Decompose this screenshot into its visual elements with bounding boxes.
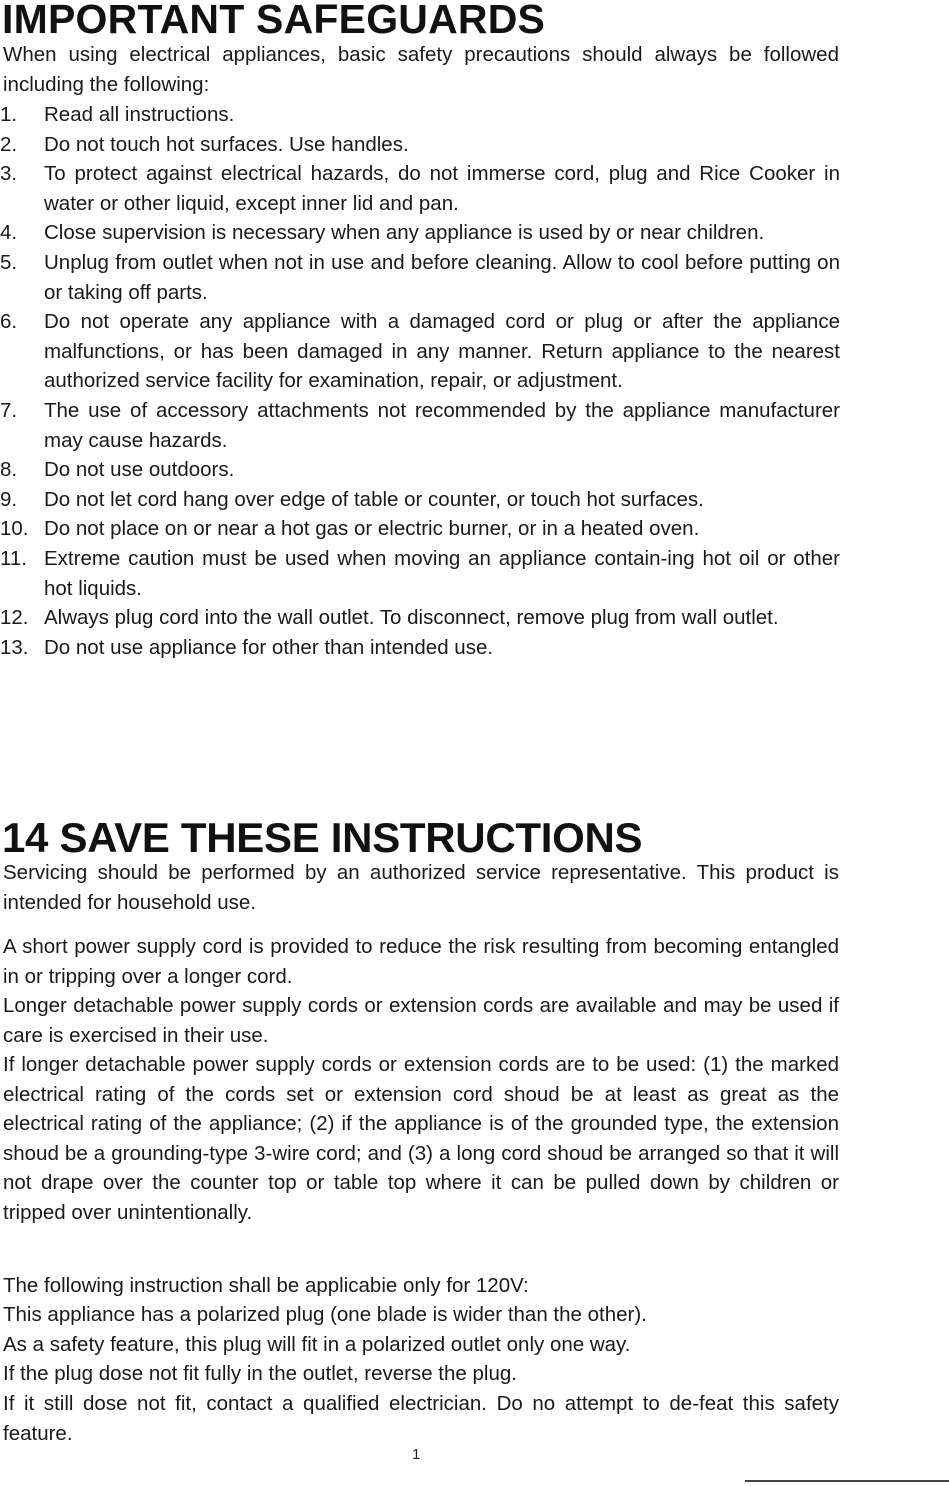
page-title: IMPORTANT SAFEGUARDS [2, 0, 546, 42]
safeguard-number: 3. [0, 162, 18, 186]
safeguard-number: 6. [0, 310, 18, 334]
safeguard-text: Do not let cord hang over edge of table or counter, or touch hot surfaces. [44, 487, 704, 511]
safeguard-text: Do not touch hot surfaces. Use handles. [44, 132, 409, 156]
safeguard-item [0, 130, 840, 160]
safeguard-item [0, 633, 840, 663]
safeguard-number: 13. [0, 635, 29, 659]
polarized-plug-line: If the plug dose not fit fully in the outlet, reverse the plug. [3, 1362, 517, 1385]
safeguard-number: 4. [0, 221, 18, 245]
safeguard-number: 11. [0, 546, 27, 570]
safeguard-item [0, 396, 840, 455]
safeguard-item [0, 248, 840, 307]
safeguard-item [0, 218, 840, 248]
polarized-plug-line: The following instruction shall be applicabie only for 120V: [3, 1274, 529, 1297]
page-number: 1 [412, 1446, 421, 1463]
safeguard-text: Do not place on or near a hot gas or electric burner, or in a heated oven. [44, 517, 700, 541]
safeguard-number: 10. [0, 517, 29, 541]
safeguard-text: Always plug cord into the wall outlet. To disconnect, remove plug from wall outlet. [44, 606, 779, 630]
safeguard-number: 7. [0, 398, 18, 422]
safeguard-item [0, 100, 840, 130]
safeguard-item [0, 544, 840, 603]
save-instructions-heading: 14 SAVE THESE INSTRUCTIONS [2, 814, 643, 861]
intro-paragraph: When using electrical appliances, basic safety precautions should always be followed including the following: [3, 43, 839, 96]
short-cord-paragraph: A short power supply cord is provided to reduce the risk resulting from becoming entangled in or tripping over a longer cord. [3, 935, 839, 988]
polarized-plug-line: This appliance has a polarized plug (one blade is wider than the other). [3, 1303, 647, 1326]
safeguard-text: Extreme caution must be used when moving an appliance contain-ing hot oil or other hot liquids. [44, 546, 840, 600]
safeguard-number: 1. [0, 103, 18, 126]
safeguard-number: 12. [0, 606, 29, 630]
bottom-rule-divider [745, 1480, 949, 1482]
safeguard-number: 5. [0, 250, 18, 274]
safeguard-text: Do not operate any appliance with a damaged cord or plug or after the appliance malfunctions, or has been damaged in any manner. Return appliance to the nearest authorized service facility for examination, repair, or adjustment. [44, 310, 840, 393]
safeguard-text: Unplug from outlet when not in use and before cleaning. Allow to cool before putting on or taking off parts. [44, 250, 840, 304]
safeguard-number: 2. [0, 132, 18, 156]
polarized-plug-line: If it still dose not fit, contact a qualified electrician. Do no attempt to de-feat this safety feature. [3, 1392, 839, 1445]
longer-cord-paragraph: Longer detachable power supply cords or extension cords are available and may be used if care is exercised in their use. [3, 994, 839, 1047]
safeguard-item [0, 485, 840, 515]
safeguards-list [0, 100, 840, 662]
safeguard-item [0, 307, 840, 396]
safeguard-text: To protect against electrical hazards, do not immerse cord, plug and Rice Cooker in water or other liquid, except inner lid and pan. [44, 162, 840, 215]
safeguard-item [0, 603, 840, 633]
safeguard-item [0, 514, 840, 544]
safeguard-item [0, 159, 840, 218]
safeguard-number: 9. [0, 487, 18, 511]
safeguard-text: Do not use outdoors. [44, 458, 235, 482]
safeguard-text: Close supervision is necessary when any appliance is used by or near children. [44, 221, 765, 245]
extension-cord-paragraph: If longer detachable power supply cords or extension cords are to be used: (1) the marked electrical rating of the cords set or extension cord shoud be at least as great as the electrical rating of the appliance; (2) if the appliance is of the grounded type, the extension shoud be a grounding-type 3-wire cord; and (3) a long cord shoud be arranged so that it will not drape over the counter top or table top where it can be pulled down by children or tripped over unintentionally. [3, 1053, 839, 1224]
safeguard-text: Do not use appliance for other than intended use. [44, 635, 494, 659]
safeguard-text: The use of accessory attachments not recommended by the appliance manufacturer may cause hazards. [44, 398, 840, 452]
safeguard-item [0, 455, 840, 485]
servicing-paragraph: Servicing should be performed by an authorized service representative. This product is intended for household use. [3, 861, 839, 914]
polarized-plug-line: As a safety feature, this plug will fit in a polarized outlet only one way. [3, 1333, 631, 1356]
safeguard-text: Read all instructions. [44, 103, 235, 126]
safeguard-number: 8. [0, 458, 18, 482]
